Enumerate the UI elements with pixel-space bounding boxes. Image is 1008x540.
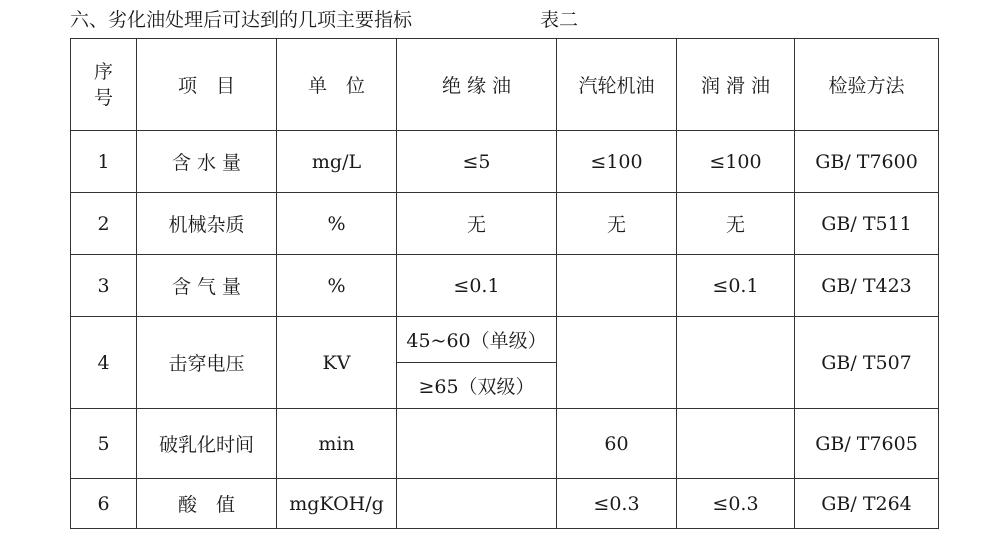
cell-seq: 5 (71, 409, 137, 479)
cell-test-method: GB/ T507 (795, 317, 939, 409)
cell-turbine-oil (557, 317, 677, 409)
cell-unit: min (277, 409, 397, 479)
cell-turbine-oil: ≤100 (557, 131, 677, 193)
cell-lubricating-oil (677, 317, 795, 409)
table-header-row (71, 39, 939, 131)
cell-insulating-oil-double-stage: ≥65（双级） (397, 363, 557, 409)
cell-test-method: GB/ T7605 (795, 409, 939, 479)
cell-lubricating-oil (677, 409, 795, 479)
cell-unit: KV (277, 317, 397, 409)
cell-item: 机械杂质 (137, 193, 277, 255)
cell-insulating-oil: ≤5 (397, 131, 557, 193)
table-row (71, 255, 939, 317)
cell-item: 击穿电压 (137, 317, 277, 409)
cell-test-method: GB/ T423 (795, 255, 939, 317)
header-insulating-oil: 绝 缘 油 (397, 39, 557, 131)
table-heading (70, 6, 579, 34)
cell-insulating-oil: ≤0.1 (397, 255, 557, 317)
cell-insulating-oil-single-stage: 45~60（单级） (397, 317, 557, 363)
cell-unit: mgKOH/g (277, 479, 397, 529)
cell-test-method: GB/ T264 (795, 479, 939, 529)
table-row (71, 479, 939, 529)
table-row (71, 131, 939, 193)
header-seq (71, 39, 137, 131)
cell-unit: % (277, 193, 397, 255)
cell-unit: mg/L (277, 131, 397, 193)
cell-lubricating-oil: ≤0.1 (677, 255, 795, 317)
cell-item: 含 水 量 (137, 131, 277, 193)
cell-test-method: GB/ T7600 (795, 131, 939, 193)
cell-seq: 3 (71, 255, 137, 317)
table-row (71, 409, 939, 479)
header-seq-line1: 序 (93, 60, 113, 83)
cell-turbine-oil (557, 255, 677, 317)
header-test-method: 检验方法 (795, 39, 939, 131)
cell-insulating-oil (397, 409, 557, 479)
cell-seq: 1 (71, 131, 137, 193)
cell-insulating-oil (397, 479, 557, 529)
cell-item: 破乳化时间 (137, 409, 277, 479)
oil-spec-table (70, 38, 939, 529)
cell-turbine-oil: 60 (557, 409, 677, 479)
cell-turbine-oil: 无 (557, 193, 677, 255)
header-unit: 单 位 (277, 39, 397, 131)
cell-lubricating-oil: 无 (677, 193, 795, 255)
cell-item: 含 气 量 (137, 255, 277, 317)
cell-item: 酸 值 (137, 479, 277, 529)
cell-seq: 4 (71, 317, 137, 409)
cell-test-method: GB/ T511 (795, 193, 939, 255)
table-row (71, 317, 939, 363)
cell-turbine-oil: ≤0.3 (557, 479, 677, 529)
cell-insulating-oil: 无 (397, 193, 557, 255)
header-lubricating-oil: 润 滑 油 (677, 39, 795, 131)
section-title: 六、劣化油处理后可达到的几项主要指标 (70, 9, 413, 31)
table-number-label: 表二 (540, 9, 579, 31)
table-row (71, 193, 939, 255)
cell-lubricating-oil: ≤0.3 (677, 479, 795, 529)
header-turbine-oil: 汽轮机油 (557, 39, 677, 131)
cell-lubricating-oil: ≤100 (677, 131, 795, 193)
cell-seq: 2 (71, 193, 137, 255)
header-item: 项 目 (137, 39, 277, 131)
cell-unit: % (277, 255, 397, 317)
header-seq-line2: 号 (93, 86, 113, 109)
cell-seq: 6 (71, 479, 137, 529)
